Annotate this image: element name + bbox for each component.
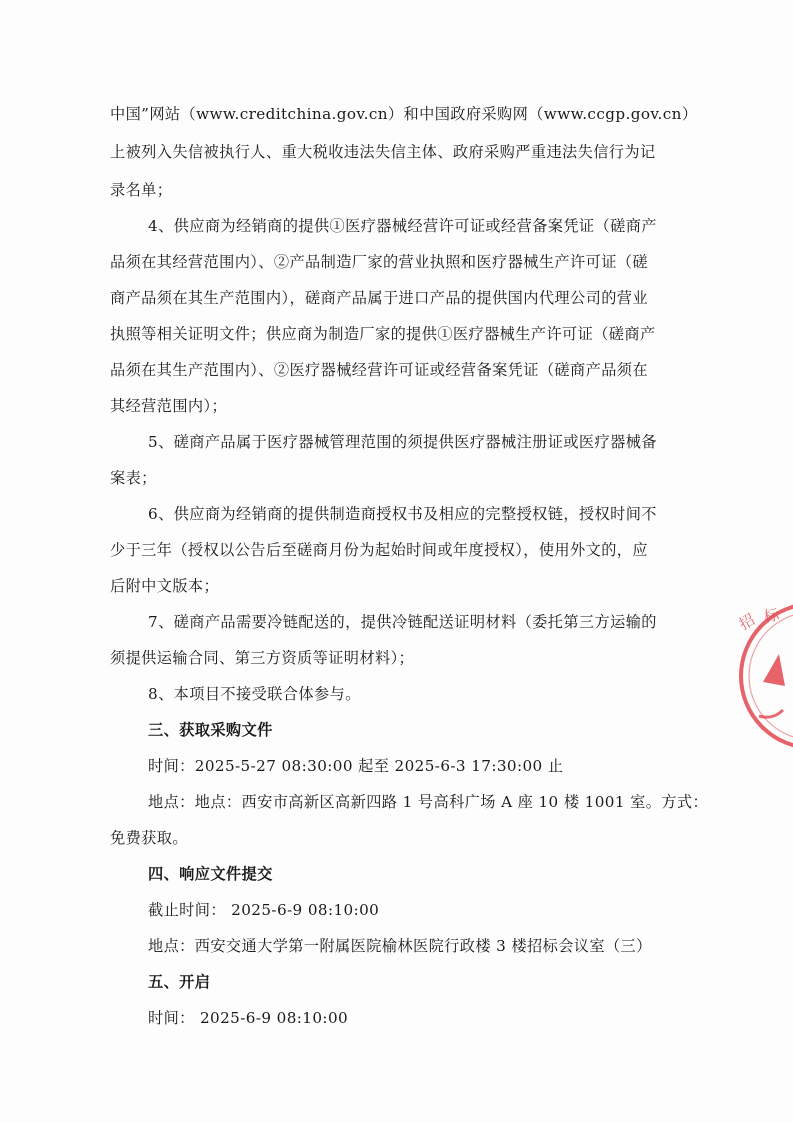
acquisition-location: 地点：地点：西安市高新区高新四路 1 号高科广场 A 座 10 楼 1001 室。方式： xyxy=(148,793,709,811)
submission-location: 地点：西安交通大学第一附属医院榆林医院行政楼 3 楼招标会议室（三） xyxy=(148,937,652,955)
list-item-4-line: 4、供应商为经销商的提供①医疗器械经营许可证或经营备案凭证（磋商产 xyxy=(148,217,657,235)
body-text-line: 中国”网站（www.creditchina.gov.cn）和中国政府采购网（www.ccgp.gov.cn） xyxy=(110,105,698,123)
section-heading-5: 五、开启 xyxy=(148,973,211,991)
list-item-7-line: 7、磋商产品需要冷链配送的，提供冷链配送证明材料（委托第三方运输的 xyxy=(148,613,657,631)
submission-deadline: 截止时间： 2025-6-9 08:10:00 xyxy=(148,901,380,919)
official-seal-stamp xyxy=(733,596,793,756)
body-text-line: 录名单； xyxy=(110,181,173,199)
list-item-5-line: 5、磋商产品属于医疗器械管理范围的须提供医疗器械注册证或医疗器械备 xyxy=(148,433,657,451)
opening-time: 时间： 2025-6-9 08:10:00 xyxy=(148,1009,349,1027)
acquisition-time: 时间：2025-5-27 08:30:00 起至 2025-6-3 17:30:00 止 xyxy=(148,757,564,775)
body-text-line: 品须在其经营范围内）、②产品制造厂家的营业执照和医疗器械生产许可证（磋 xyxy=(110,253,648,271)
list-item-6-line: 6、供应商为经销商的提供制造商授权书及相应的完整授权链，授权时间不 xyxy=(148,505,657,523)
list-item-8-line: 8、本项目不接受联合体参与。 xyxy=(148,685,361,703)
svg-text:招: 招 xyxy=(736,610,759,634)
body-text-line: 执照等相关证明文件；供应商为制造厂家的提供①医疗器械生产许可证（磋商产 xyxy=(110,325,656,343)
body-text-line: 后附中文版本； xyxy=(110,577,220,595)
section-heading-4: 四、响应文件提交 xyxy=(148,865,273,883)
acquisition-method: 免费获取。 xyxy=(110,829,188,847)
body-text-line: 少于三年（授权以公告后至磋商月份为起始时间或年度授权），使用外文的，应 xyxy=(110,541,648,559)
body-text-line: 上被列入失信被执行人、重大税收违法失信主体、政府采购严重违法失信行为记 xyxy=(110,143,656,161)
svg-text:标: 标 xyxy=(762,605,781,626)
body-text-line: 其经营范围内）； xyxy=(110,397,228,415)
body-text-line: 须提供运输合同、第三方资质等证明材料）； xyxy=(110,649,415,667)
body-text-line: 商产品须在其生产范围内），磋商产品属于进口产品的提供国内代理公司的营业 xyxy=(110,289,648,307)
section-heading-3: 三、获取采购文件 xyxy=(148,721,273,739)
body-text-line: 品须在其生产范围内）、②医疗器械经营许可证或经营备案凭证（磋商产品须在 xyxy=(110,361,648,379)
body-text-line: 案表； xyxy=(110,469,157,487)
